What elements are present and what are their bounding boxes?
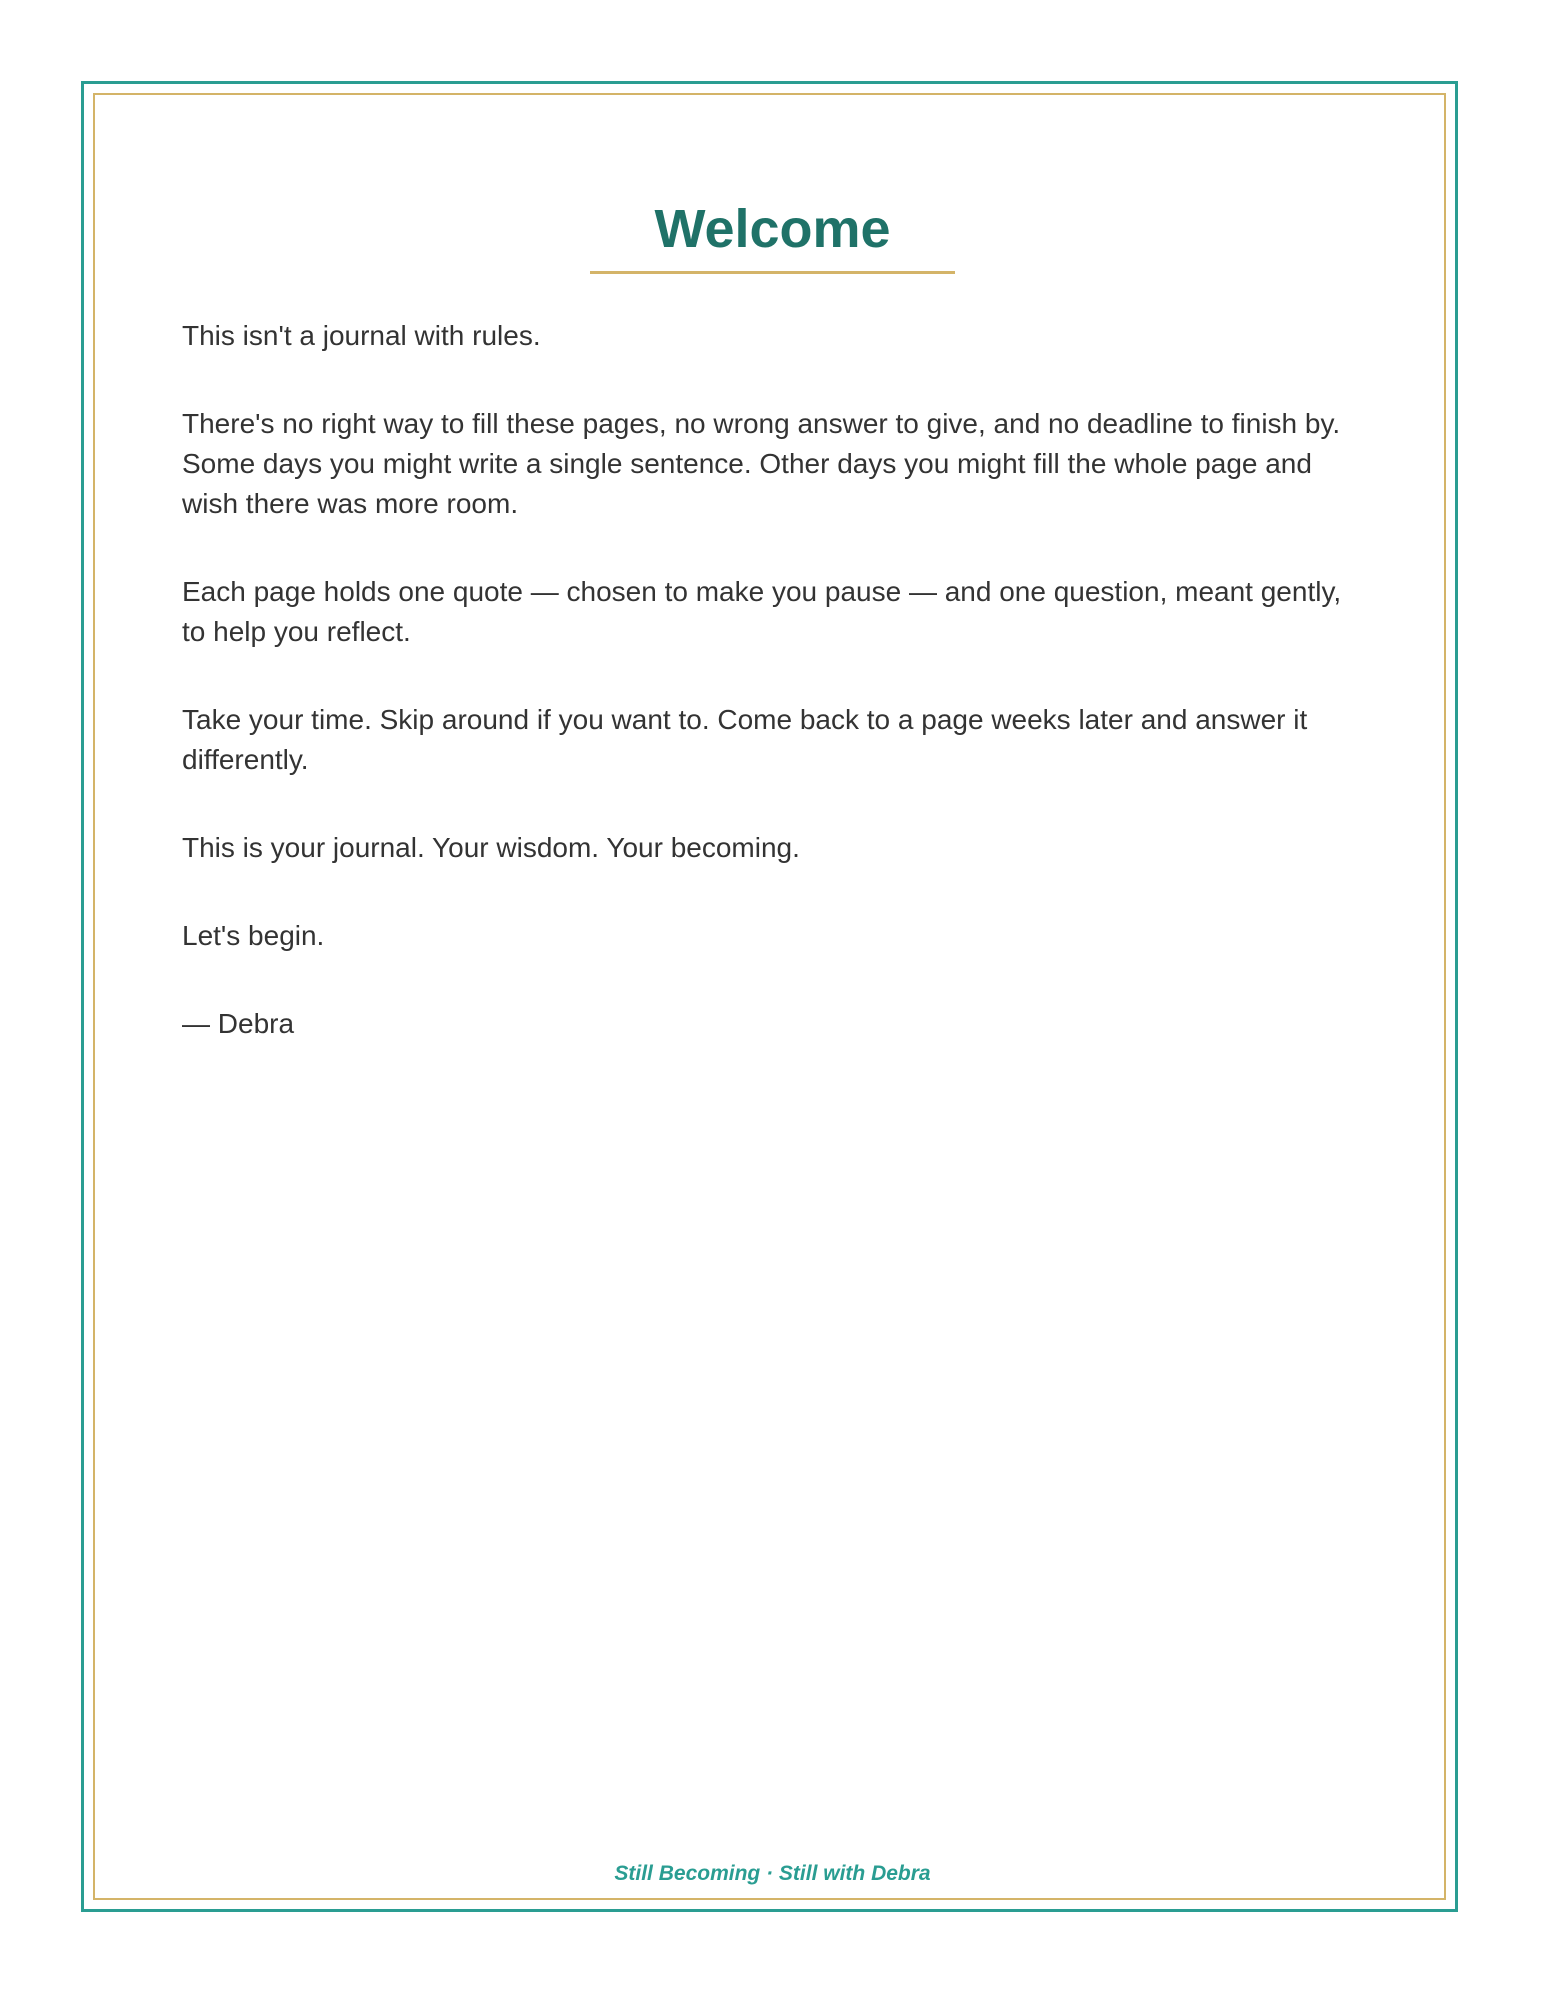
paragraph-no-rules: There's no right way to fill these pages, no wrong answer to give, and no deadline to finish by. Some days you might write a single sentence. Other days you might fill the whole page and wish there was more room. (182, 408, 1341, 519)
paragraph-lets-begin: Let's begin. (182, 920, 325, 951)
page-title: Welcome (654, 199, 891, 259)
page-footer: Still Becoming · Still with Debra (614, 1862, 931, 1885)
paragraph-quote-question: Each page holds one quote — chosen to make you pause — and one question, meant gently, to help you reflect. (182, 576, 1342, 647)
welcome-letter-body (182, 316, 1362, 1092)
paragraph-intro: This isn't a journal with rules. (182, 320, 541, 351)
paragraph-take-your-time: Take your time. Skip around if you want to. Come back to a page weeks later and answer it differently. (182, 704, 1308, 775)
signature: — Debra (182, 1008, 295, 1039)
title-underline (590, 271, 955, 274)
paragraph-your-journal: This is your journal. Your wisdom. Your becoming. (182, 832, 800, 863)
